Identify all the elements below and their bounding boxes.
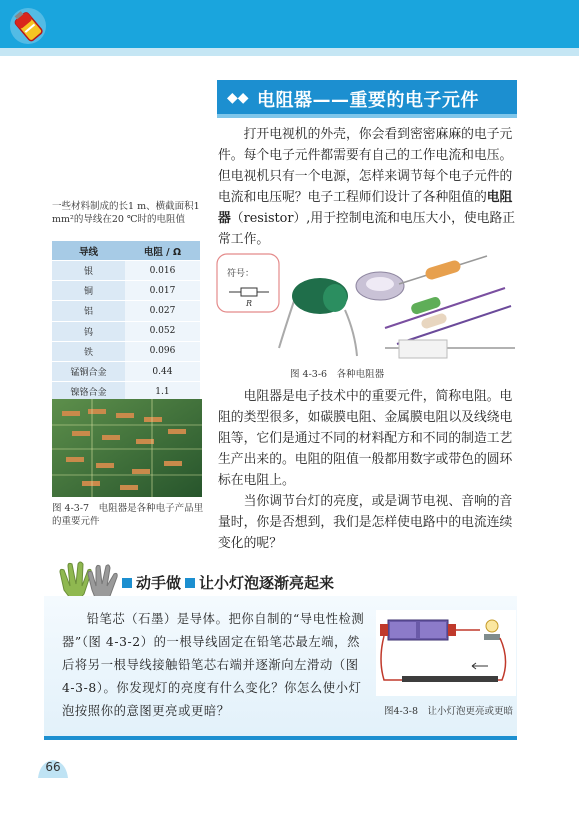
table-header-resistance: 电阻 / Ω <box>125 241 200 261</box>
section-heading <box>217 80 517 114</box>
activity-box-bottom-line <box>44 736 517 740</box>
heading-underline <box>217 114 517 118</box>
activity-title: 让小灯泡逐渐亮起来 <box>199 574 335 592</box>
header-strip <box>0 48 579 56</box>
intro-paragraph <box>218 124 518 250</box>
table-row <box>52 341 200 361</box>
resistance-cell: 0.44 <box>125 361 200 381</box>
header-band <box>0 0 579 48</box>
table-row <box>52 361 200 381</box>
resistance-cell: 0.096 <box>125 341 200 361</box>
diamond-icon: ◆◆ <box>227 90 249 106</box>
resistance-cell: 0.052 <box>125 321 200 341</box>
pcb-figure-caption: 图 4-3-7 电阻器是各种电子产品里的重要元件 <box>52 503 204 527</box>
material-cell: 镍铬合金 <box>52 382 125 402</box>
material-cell: 银 <box>52 261 125 281</box>
section-title: 电阻器——重要的电子元件 <box>257 90 479 111</box>
resistor-keyword: 电阻器 <box>218 190 513 226</box>
activity-label: 动手做 <box>136 574 182 592</box>
resistance-cell: 1.1 <box>125 382 200 402</box>
table-row <box>52 321 200 341</box>
circuit-board-photo <box>52 399 202 497</box>
circuit-figure <box>376 610 516 696</box>
resistance-cell: 0.016 <box>125 261 200 281</box>
activity-instructions: 铅笔芯（石墨）是导体。把你自制的“导电性检测器”（图 4-3-2）的一根导线固定在铅笔芯最左端，然后将另一根导线接触铅笔芯右端并逐渐向左滑动（图 4-3-8）。你发现灯的亮度有什么变化？你怎么使小灯泡按照你的意图更亮或更暗？ <box>62 612 365 718</box>
intro-text: 打开电视机的外壳，你会看到密密麻麻的电子元件。每个电子元件都需要有自己的工作电流和电压。但电视机只有一个电源，怎样来调节每个电子元件的电流和电压呢？电子工程师们设计了各种阻值的 <box>218 127 513 205</box>
table-row <box>52 281 200 301</box>
resistance-table <box>52 241 200 401</box>
page-number: 66 <box>45 760 61 774</box>
table-row <box>52 301 200 321</box>
resistor-types-paragraph: 电阻器是电子技术中的重要元件，简称电阻。电阻的类型很多，如碳膜电阻、金属膜电阻以及线绕电阻等，它们是通过不同的材料配方和不同的制造工艺生产出来的。电阻的阻值一般都用数字或带色的圆环标在电阻上。 <box>218 389 513 488</box>
resistance-cell: 0.017 <box>125 281 200 301</box>
page-number-badge <box>36 758 70 778</box>
circuit-figure-caption: 图4-3-8 让小灯泡更亮或更暗 <box>384 706 514 717</box>
table-caption: 一些材料制成的长1 m、横截面积1 mm²的导线在20 ℃时的电阻值 <box>52 201 200 225</box>
activity-heading <box>118 572 334 593</box>
square-icon <box>185 578 195 588</box>
material-cell: 铁 <box>52 341 125 361</box>
square-icon <box>122 578 132 588</box>
material-cell: 铜 <box>52 281 125 301</box>
resistors-figure-caption: 图 4-3-6 各种电阻器 <box>290 369 385 380</box>
table-row <box>52 261 200 281</box>
body-paragraphs <box>218 386 518 554</box>
symbol-label: 符号： <box>227 269 255 279</box>
material-cell: 铝 <box>52 301 125 321</box>
table-header-material: 导线 <box>52 241 125 261</box>
battery-icon <box>8 6 48 46</box>
activity-text <box>62 608 367 723</box>
question-paragraph: 当你调节台灯的亮度，或是调节电视、音响的音量时，你是否想到，我们是怎样使电路中的电流连续变化的呢？ <box>218 494 513 551</box>
material-cell: 钨 <box>52 321 125 341</box>
material-cell: 锰铜合金 <box>52 361 125 381</box>
resistance-cell: 0.027 <box>125 301 200 321</box>
symbol-letter: R <box>246 299 253 308</box>
resistors-figure <box>215 248 519 368</box>
intro-text-tail: （resistor）,用于控制电流和电压大小，使电路正常工作。 <box>218 211 516 247</box>
